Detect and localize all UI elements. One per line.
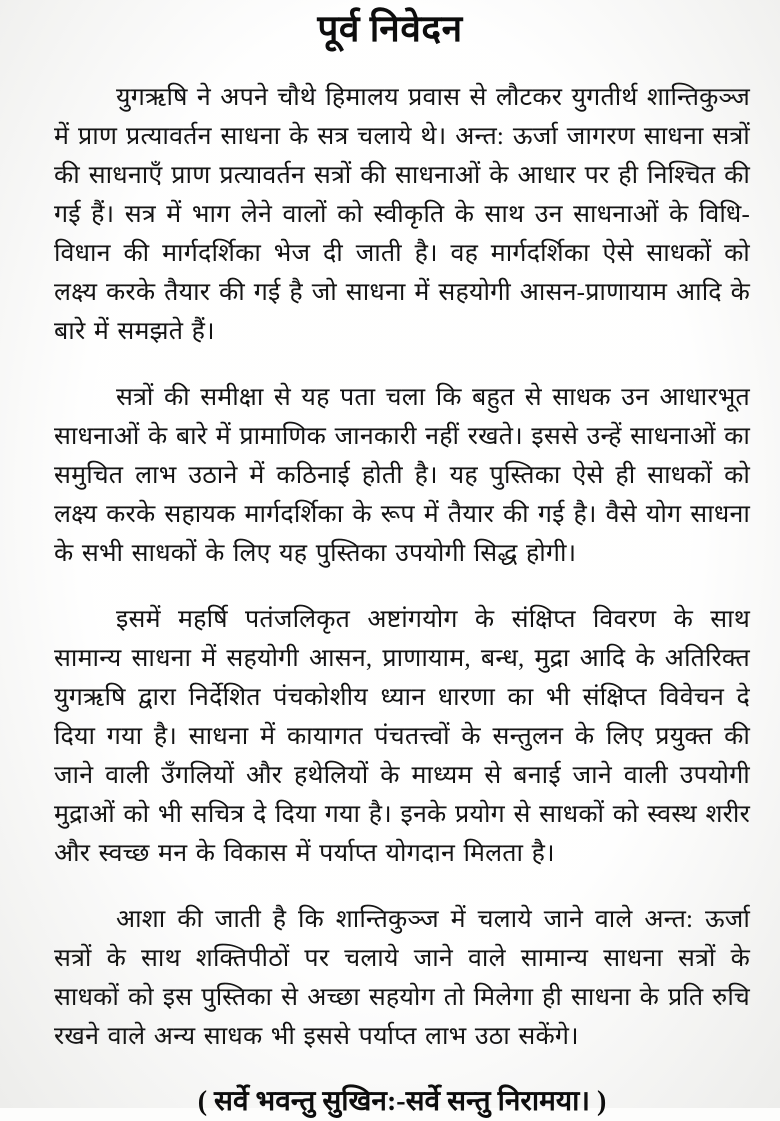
body-paragraph-3: इसमें महर्षि पतंजलिकृत अष्टांगयोग के संक्षिप्त विवरण के साथ सामान्य साधना में सहयोगी आसन, प्राणायाम, बन्ध, मुद्रा आदि के अतिरिक्त युगऋषि द्वारा निर्देशित पंचकोशीय ध्यान धारणा का भी संक्षिप्त विवेचन दे दिया गया है। साधना में कायागत पंचतत्त्वों के सन्तुलन के लिए प्रयुक्त की जाने वाली उँगलियों और हथेलियों के माध्यम से बनाई जाने वाली उपयोगी मुद्राओं को भी सचित्र दे दिया गया है। इनके प्रयोग से साधकों को स्वस्थ शरीर और स्वच्छ मन के विकास में पर्याप्त योगदान मिलता है। <box>54 606 750 867</box>
body-paragraph-4: आशा की जाती है कि शान्तिकुञ्ज में चलाये जाने वाले अन्त: ऊर्जा सत्रों के साथ शक्तिपीठों पर चलाये जाने वाले सामान्य साधना सत्रों के साधकों को इस पुस्तिका से अच्छा सहयोग तो मिलेगा ही साधना के प्रति रुचि रखने वाले अन्य साधक भी इससे पर्याप्त लाभ उठा सकेंगे। <box>54 906 750 1050</box>
body-text <box>54 78 750 1056</box>
body-paragraph-2: सत्रों की समीक्षा से यह पता चला कि बहुत से साधक उन आधारभूत साधनाओं के बारे में प्रामाणिक जानकारी नहीं रखते। इससे उन्हें साधनाओं का समुचित लाभ उठाने में कठिनाई होती है। यह पुस्तिका ऐसे ही साधकों को लक्ष्य करके सहायक मार्गदर्शिका के रूप में तैयार की गई है। वैसे योग साधना के सभी साधकों के लिए यह पुस्तिका उपयोगी सिद्ध होगी। <box>54 384 750 567</box>
page-title: पूर्व निवेदन <box>317 9 463 50</box>
closing-shloka: ( सर्वे भवन्तु सुखिन:-सर्वे सन्तु निरामया। ) <box>197 1086 607 1117</box>
body-paragraph-1: युगऋषि ने अपने चौथे हिमालय प्रवास से लौटकर युगतीर्थ शान्तिकुञ्ज में प्राण प्रत्यावर्तन साधना के सत्र चलाये थे। अन्त: ऊर्जा जागरण साधना सत्रों की साधनाएँ प्राण प्रत्यावर्तन सत्रों की साधनाओं के आधार पर ही निश्चित की गई हैं। सत्र में भाग लेने वालों को स्वीकृति के साथ उन साधनाओं के विधि-विधान की मार्गदर्शिका भेज दी जाती है। वह मार्गदर्शिका ऐसे साधकों को लक्ष्य करके तैयार की गई है जो साधना में सहयोगी आसन-प्राणायाम आदि के बारे में समझते हैं। <box>54 84 750 345</box>
